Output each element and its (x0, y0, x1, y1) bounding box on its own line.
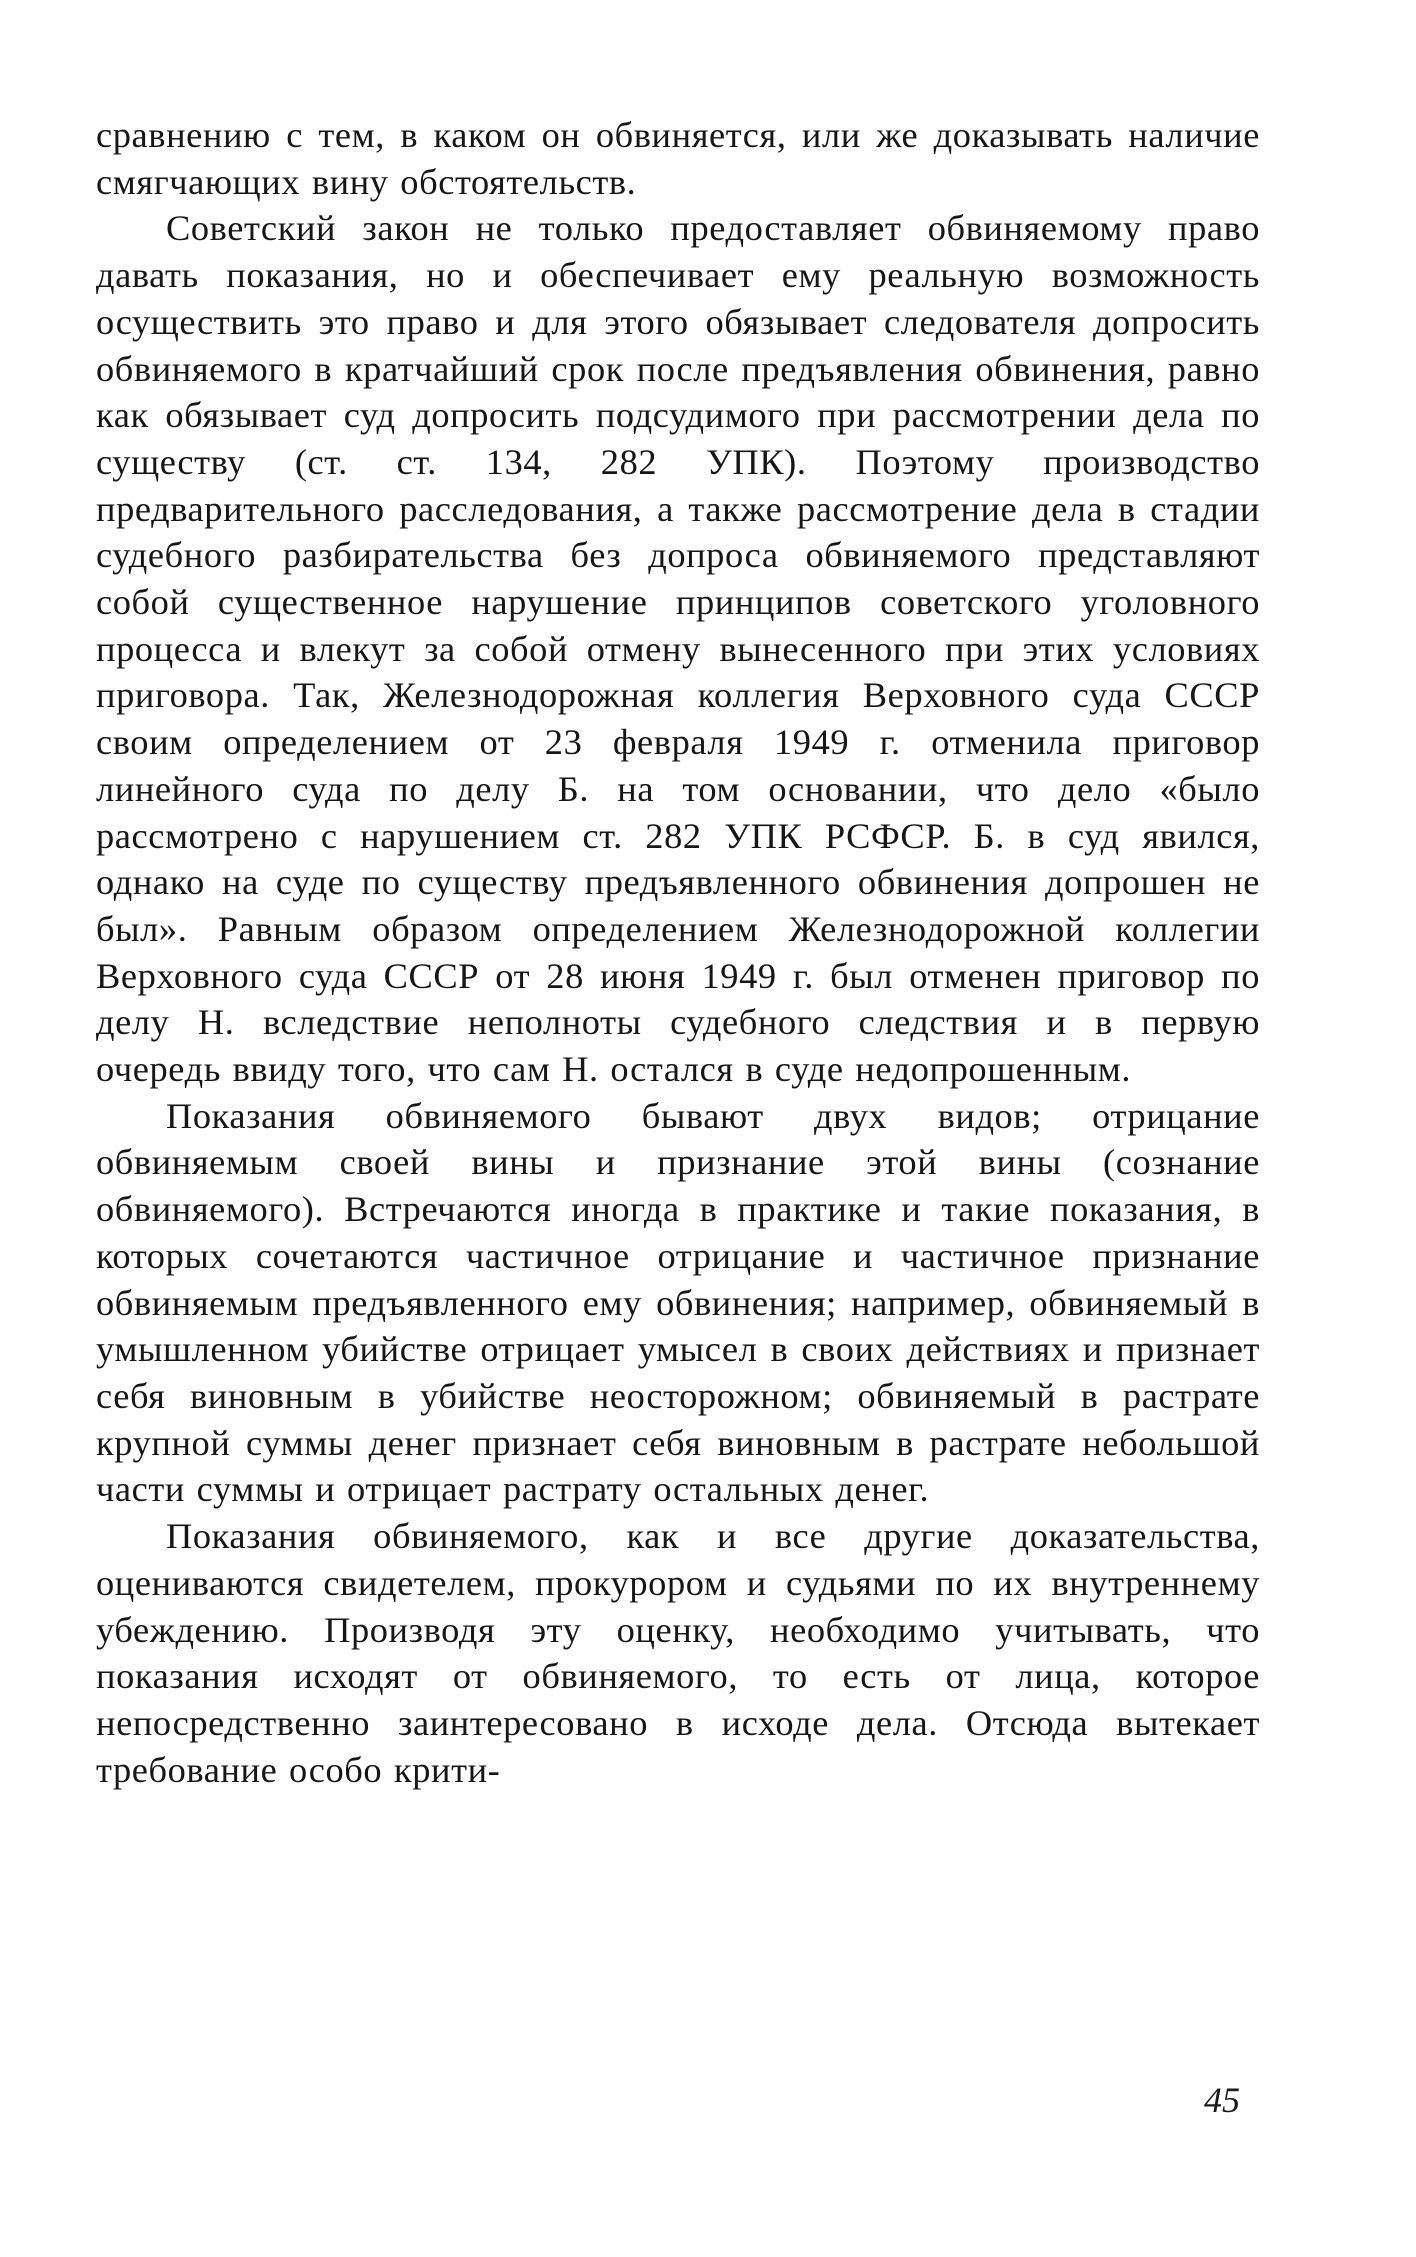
book-page (96, 112, 1260, 2182)
body-text (96, 112, 1260, 1793)
paragraph-evaluation-of-testimony: Показания обвиняемого, как и все другие доказательства, оцениваются свидетелем, прокурором и судьями по их внутреннему убеждению. Производя эту оценку, необходимо учитывать, что показания исходят от обвиняемого, то есть от лица, которое непосредственно заинтересовано в исходе дела. Отсюда вытекает требование особо крити- (96, 1516, 1260, 1790)
paragraph-types-of-testimony: Показания обвиняемого бывают двух видов; отрицание обвиняемым своей вины и признание этой вины (сознание обвиняемого). Встречаются иногда в практике и такие показания, в которых сочетаются частичное отрицание и частичное признание обвиняемым предъявленного ему обвинения; например, обвиняемый в умышленном убийстве отрицает умысел в своих действиях и признает себя виновным в убийстве неосторожном; обвиняемый в растрате крупной суммы денег признает себя виновным в растрате небольшой части суммы и отрицает растрату остальных денег. (96, 1095, 1260, 1510)
paragraph-right-to-testify: Советский закон не только предоставляет обвиняемому право давать показания, но и обеспечивает ему реальную возможность осуществить это право и для этого обязывает следователя допросить обвиняемого в кратчайший срок после предъявления обвинения, равно как обязывает суд допросить подсудимого при рассмотрении дела по существу (ст. ст. 134, 282 УПК). Поэтому производство предварительного расследования, а также рассмотрение дела в стадии судебного разбирательства без допроса обвиняемого представляют собой существенное нарушение принципов советского уголовного процесса и влекут за собой отмену вынесенного при этих условиях приговора. Так, Железнодорожная коллегия Верховного суда СССР своим определением от 23 февраля 1949 г. отменила приговор линейного суда по делу Б. на том основании, что дело «было рассмотрено с нарушением ст. 282 УПК РСФСР. Б. в суд явился, однако на суде по существу предъявленного обвинения допрошен не был». Равным образом определением Железнодорожной коллегии Верховного суда СССР от 28 июня 1949 г. был отменен приговор по делу Н. вследствие неполноты судебного следствия и в первую очередь ввиду того, что сам Н. остался в суде недопрошенным. (96, 208, 1260, 1090)
page-number: 45 (1204, 2080, 1240, 2120)
paragraph-continued: сравнению с тем, в каком он обвиняется, или же доказывать наличие смягчающих вину обстоятельств. (96, 115, 1260, 202)
